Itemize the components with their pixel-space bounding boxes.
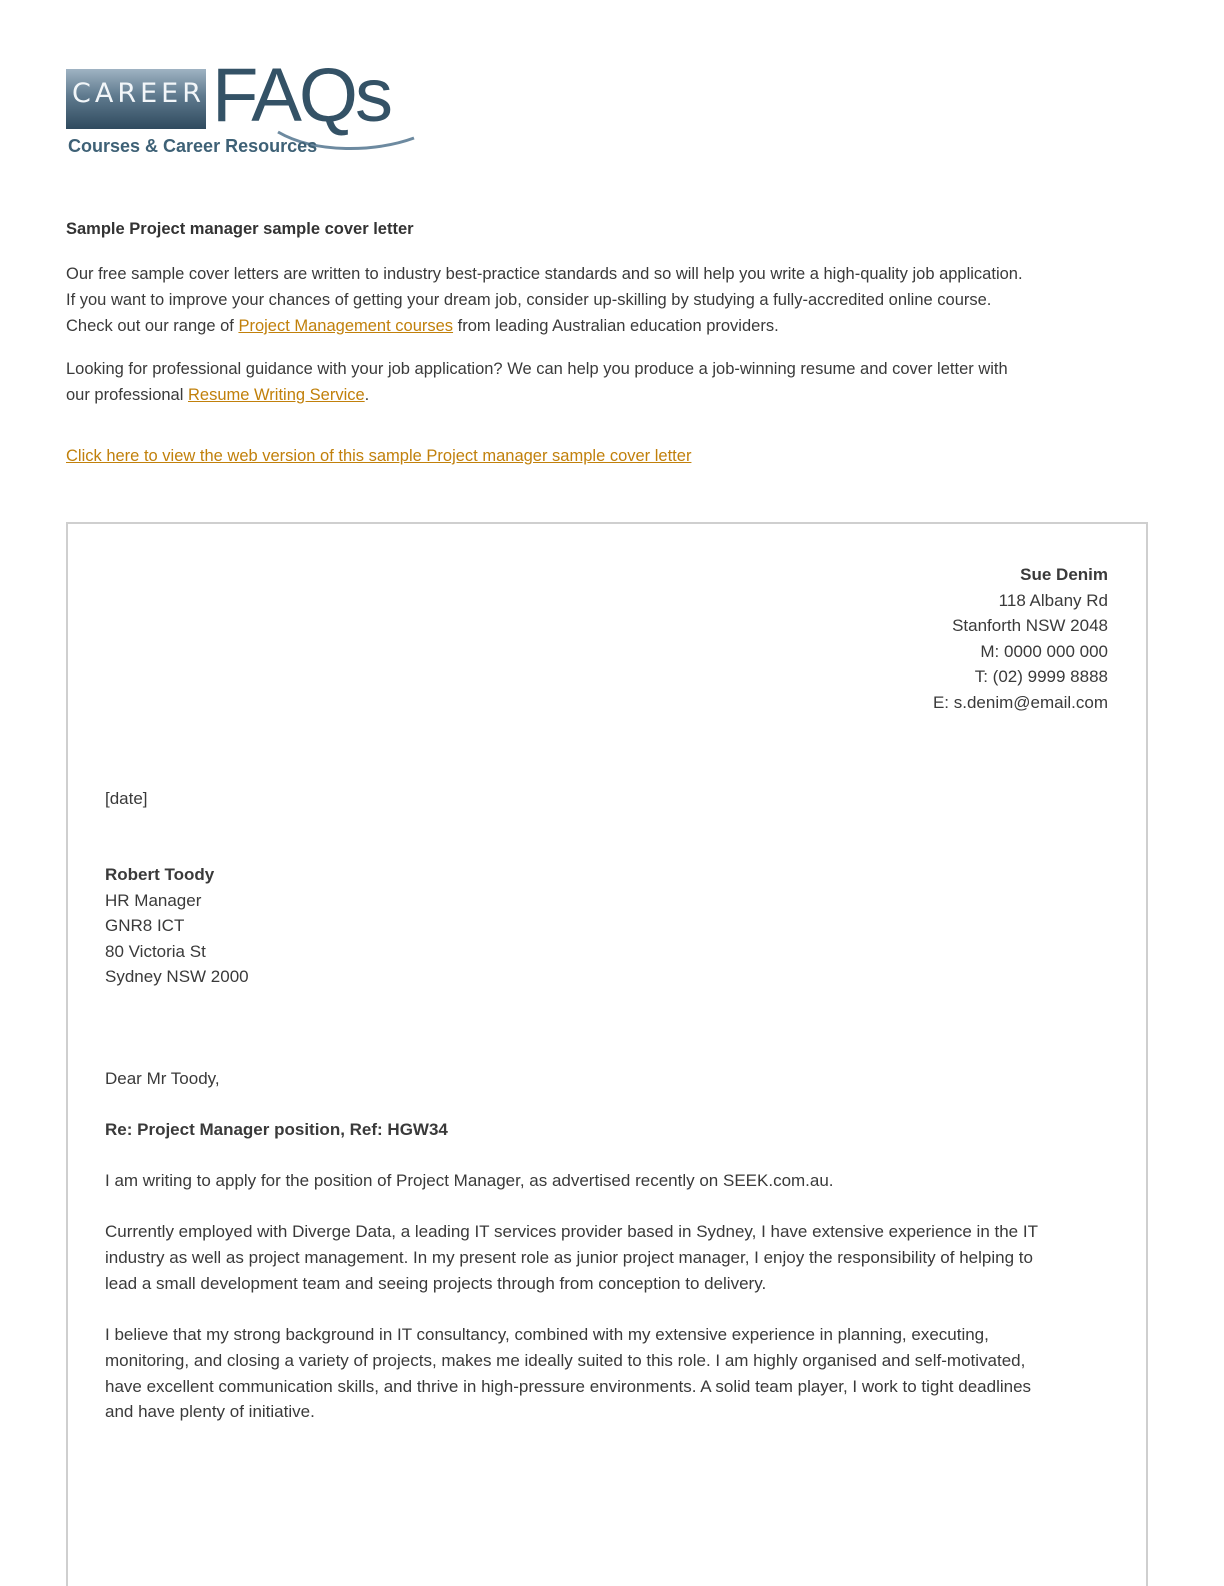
letter-body-p1-line-1: I am writing to apply for the position of Project Manager, as advertised recently on SEEK.com.au.	[105, 1171, 834, 1190]
resume-writing-service-link[interactable]: Resume Writing Service	[188, 386, 365, 404]
intro-p1-text: Check out our range of	[66, 317, 239, 335]
sender-mobile: M: 0000 000 000	[980, 641, 1108, 661]
letter-body-p2-line-1: Currently employed with Diverge Data, a leading IT services provider based in Sydney, I have extensive experience in the IT	[105, 1222, 1038, 1241]
recipient-address-line-2: Sydney NSW 2000	[105, 967, 249, 987]
intro-p1-text-after: from leading Australian education providers.	[453, 317, 779, 335]
recipient-address-line-1: 80 Victoria St	[105, 941, 206, 961]
intro-p2-line-1: Looking for professional guidance with your job application? We can help you produce a job-winning resume and cover letter with	[66, 360, 1008, 378]
intro-p2-text: our professional	[66, 386, 188, 404]
letter-body-p3-line-2: monitoring, and closing a variety of projects, makes me ideally suited to this role. I am highly organised and self-motivated,	[105, 1350, 1026, 1370]
logo-career-text: CAREER	[72, 78, 205, 109]
letter-date: [date]	[105, 789, 148, 808]
logo-career-box	[66, 69, 206, 129]
sender-address-line-1: 118 Albany Rd	[998, 590, 1108, 610]
letter-subject-line: Re: Project Manager position, Ref: HGW34	[105, 1120, 448, 1139]
recipient-address-block	[105, 862, 249, 990]
logo-tagline: Courses & Career Resources	[68, 136, 318, 156]
sender-phone: T: (02) 9999 8888	[974, 667, 1108, 687]
sender-address-block	[933, 562, 1108, 716]
page-title: Sample Project manager sample cover letter	[66, 220, 414, 238]
letter-body-p2-line-3: lead a small development team and seeing projects through from conception to delivery.	[105, 1273, 767, 1293]
intro-p1-line-2: If you want to improve your chances of getting your dream job, consider up-skilling by studying a fully-accredited online course.	[66, 291, 992, 309]
intro-p2-line-2	[66, 382, 1146, 408]
intro-paragraph-1	[66, 261, 1146, 339]
project-management-courses-link[interactable]: Project Management courses	[238, 317, 454, 335]
careerfaqs-logo[interactable]	[66, 53, 426, 166]
logo-faqs-text: FAQs	[212, 53, 391, 138]
sender-name: Sue Denim	[1020, 565, 1108, 584]
web-version-link[interactable]: Click here to view the web version of this sample Project manager sample cover letter	[66, 447, 692, 465]
letter-body-p3-line-4: and have plenty of initiative.	[105, 1402, 315, 1422]
intro-paragraph-2	[66, 356, 1146, 408]
intro-p1-line-1: Our free sample cover letters are written to industry best-practice standards and so will help you write a high-quality job application.	[66, 265, 1023, 283]
letter-body-p2-line-2: industry as well as project management. In my present role as junior project manager, I enjoy the responsibility of helping to	[105, 1247, 1033, 1267]
intro-p2-text-after: .	[364, 386, 370, 404]
letter-body-p3-line-3: have excellent communication skills, and thrive in high-pressure environments. A solid team player, I work to tight deadlines	[105, 1376, 1032, 1396]
letter-body-paragraph-3	[105, 1322, 1115, 1425]
letter-body-paragraph-1	[105, 1168, 1115, 1194]
recipient-company: GNR8 ICT	[105, 916, 185, 936]
intro-p1-line-3	[66, 313, 1146, 339]
letter-salutation: Dear Mr Toody,	[105, 1069, 220, 1088]
sender-address-line-2: Stanforth NSW 2048	[952, 616, 1108, 636]
letter-body-paragraph-2	[105, 1219, 1115, 1296]
recipient-name: Robert Toody	[105, 865, 215, 884]
sender-email: E: s.denim@email.com	[932, 692, 1108, 712]
letter-body-p3-line-1: I believe that my strong background in IT consultancy, combined with my extensive experience in planning, executing,	[105, 1325, 989, 1344]
recipient-title: HR Manager	[105, 890, 202, 910]
